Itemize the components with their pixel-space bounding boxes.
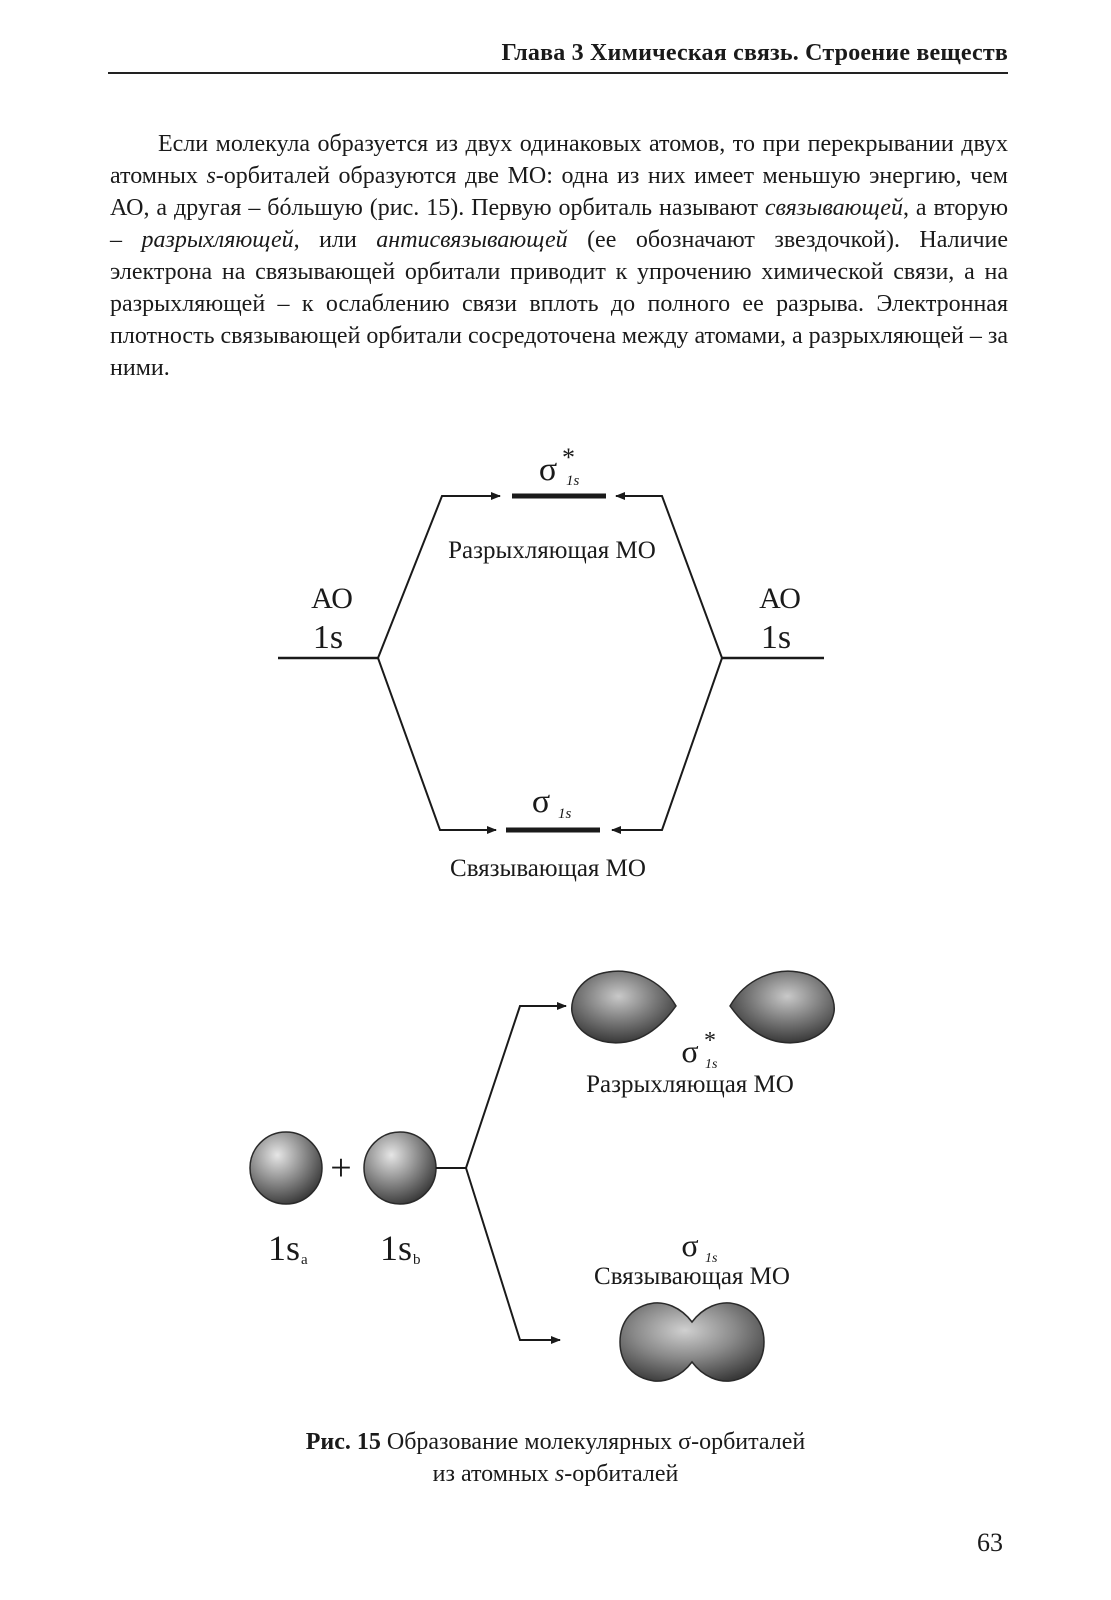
text-run: -орбиталей образуются две МО: одна из них имеет меньшую энергию, чем АО, а другая – бóльшую (рис. 15). Первую орбиталь называют <box>110 163 1008 221</box>
sigma-bonding-sub: 1s <box>705 1251 718 1266</box>
ao-right-level-label: 1s <box>760 619 792 656</box>
atom-b-orbital <box>364 1132 436 1204</box>
caption-line-1 <box>0 1426 1111 1458</box>
sigma-bonding-label: σ <box>681 1227 699 1263</box>
atom-b-sub: b <box>413 1252 421 1268</box>
sigma-star-label: σ <box>538 451 558 488</box>
body-paragraph <box>110 128 1008 384</box>
figure-label: Рис. 15 <box>305 1429 381 1455</box>
figure-caption <box>0 1426 1111 1490</box>
atom-b-label: 1s <box>380 1228 413 1268</box>
caption-text: Образование молекулярных σ-орбиталей <box>380 1429 806 1455</box>
caption-text: из атомных <box>432 1461 555 1487</box>
bonding-mo-label: Связывающая МО <box>594 1263 790 1290</box>
term-antibonding: разрыхляющей <box>141 227 294 253</box>
text-run: Если молекула образуется из двух одинаковых атомов, то при перекрывании двух атомных <box>110 131 1008 189</box>
sigma-star-asterisk: * <box>562 443 575 472</box>
orbital-shapes-diagram <box>0 950 1111 1390</box>
ao-left-level-label: 1s <box>312 619 344 656</box>
sigma-star-sub: 1s <box>705 1057 718 1072</box>
mo-energy-diagram <box>0 440 1111 900</box>
sigma-bonding-label: σ <box>531 783 551 820</box>
text-run-italic: s <box>206 163 216 189</box>
atom-a-sub: a <box>301 1252 308 1268</box>
running-header <box>108 36 1008 74</box>
term-bonding: связывающей <box>764 195 903 221</box>
caption-italic: s <box>554 1461 565 1487</box>
sigma-star-asterisk: * <box>704 1028 716 1054</box>
to-antibonding-arrow <box>466 1006 566 1168</box>
bonding-mo-label: Связывающая МО <box>450 855 646 882</box>
page-number: 63 <box>977 1528 1003 1557</box>
chapter-title: Глава 3 Химическая связь. Строение веществ <box>501 40 1008 66</box>
sigma-star-sub: 1s <box>566 473 580 489</box>
ao-left-label: АО <box>311 582 353 615</box>
right-to-antibonding-arrow <box>616 496 722 658</box>
to-bonding-arrow <box>466 1168 560 1340</box>
left-to-bonding-arrow <box>378 658 496 830</box>
ao-right-label: АО <box>759 582 801 615</box>
antibonding-lobe-right <box>730 971 834 1043</box>
atom-a-label: 1s <box>268 1228 301 1268</box>
text-run: , а вторую – <box>110 195 1008 253</box>
text-run: , или <box>293 227 377 253</box>
antibonding-mo-label: Разрыхляющая МО <box>448 537 656 564</box>
caption-line-2 <box>0 1458 1111 1490</box>
atom-a-orbital <box>250 1132 322 1204</box>
antibonding-mo-label: Разрыхляющая МО <box>586 1071 794 1098</box>
bonding-orbital-shape <box>620 1303 764 1381</box>
sigma-star-label: σ <box>681 1033 699 1069</box>
antibonding-lobe-left <box>572 971 676 1043</box>
caption-text: -орбиталей <box>564 1461 679 1487</box>
right-to-bonding-arrow <box>612 658 722 830</box>
sigma-bonding-sub: 1s <box>558 806 572 822</box>
term-antibonding-alt: антисвязывающей <box>376 227 568 253</box>
left-to-antibonding-arrow <box>378 496 500 658</box>
plus-sign: + <box>330 1147 352 1189</box>
text-run: (ее обозначают звездочкой). Наличие электрона на связывающей орбитали приводит к упрочению химической связи, а на разрыхляющей – к ослаблению связи вплоть до полного ее разрыва. Электронная плотность связывающей орбитали сосредоточена между атомами, а разрыхляющей – за ними. <box>110 227 1009 381</box>
